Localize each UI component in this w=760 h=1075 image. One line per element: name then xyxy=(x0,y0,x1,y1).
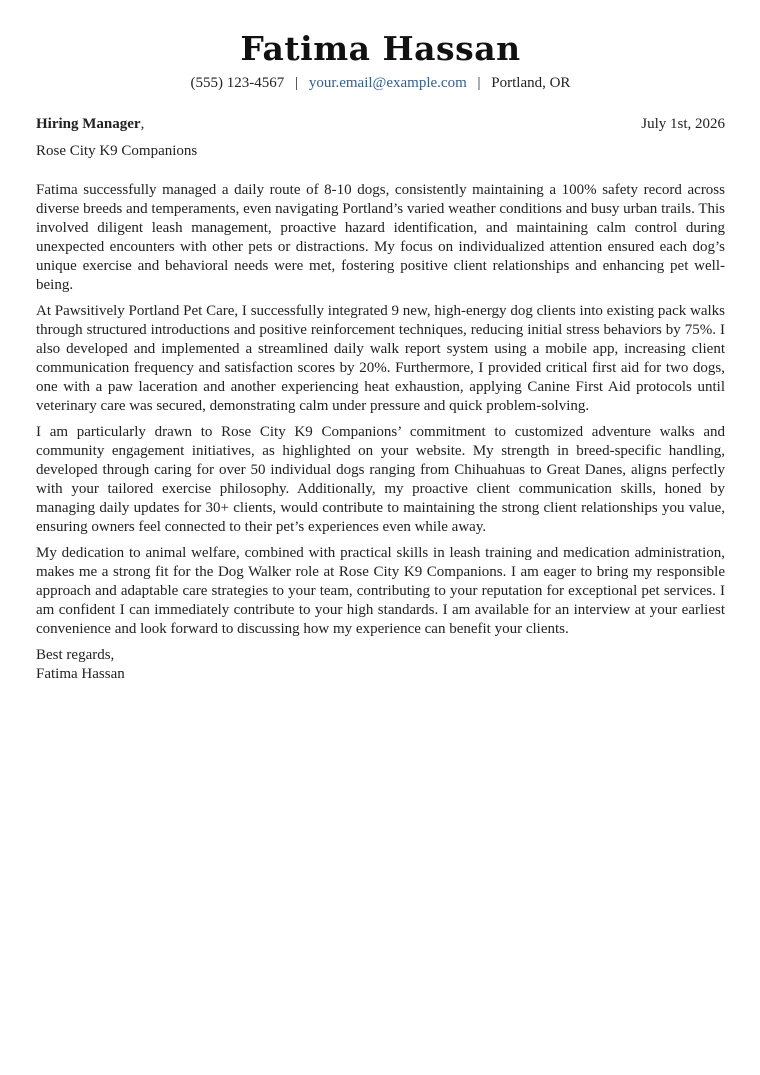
contact-separator: | xyxy=(295,75,299,91)
closing-signature: Fatima Hassan xyxy=(36,666,125,682)
body-paragraph: My dedication to animal welfare, combined with practical skills in leash training and medication administration, makes me a strong fit for the Dog Walker role at Rose City K9 Companions. I am eager to bring my responsible approach and adaptable care strategies to your team, contributing to your reputation for exceptional pet services. I am confident I can immediately contribute to your high standards. I am available for an interview at your earliest convenience and look forward to discussing how my experience can benefit your clients. xyxy=(36,545,725,637)
recipient-title-comma: , xyxy=(140,116,145,132)
phone-number: (555) 123-4567 xyxy=(190,75,285,91)
contact-line xyxy=(36,73,725,93)
applicant-name: Fatima Hassan xyxy=(240,29,521,68)
location: Portland, OR xyxy=(491,75,571,91)
cover-letter xyxy=(36,28,725,684)
recipient-date-row xyxy=(36,114,725,134)
contact-separator: | xyxy=(477,75,481,91)
body-paragraph: I am particularly drawn to Rose City K9 Companions’ commitment to customized adventure walks and community engagement initiatives, as highlighted on your website. My strength in breed-specific handling, developed through caring for over 50 individual dogs ranging from Chihuahuas to Great Danes, aligns perfectly with your tailored exercise philosophy. Additionally, my proactive client communication skills, honed by managing daily updates for 30+ clients, would contribute to maintaining the strong client relationships you value, ensuring owners feel connected to their pet’s experiences even while away. xyxy=(36,424,725,535)
recipient-title-text: Hiring Manager xyxy=(36,116,141,132)
letter-date: July 1st, 2026 xyxy=(641,116,725,132)
closing-block xyxy=(36,646,725,684)
email-link[interactable]: your.email@example.com xyxy=(308,75,467,91)
body-paragraph: Fatima successfully managed a daily route of 8-10 dogs, consistently maintaining a 100% safety record across diverse breeds and temperaments, even navigating Portland’s varied weather conditions and busy urban trails. This involved diligent leash management, proactive hazard identification, and maintaining calm control during unexpected encounters with other pets or distractions. My focus on individualized attention ensured each dog’s unique exercise and behavioral needs were met, fostering positive client relationships and enhancing pet well-being. xyxy=(36,182,725,293)
closing-salutation: Best regards, xyxy=(36,647,115,663)
body-paragraph: At Pawsitively Portland Pet Care, I successfully integrated 9 new, high-energy dog clients into existing pack walks through structured introductions and positive reinforcement techniques, reducing initial stress behaviors by 75%. I also developed and implemented a streamlined daily walk report system using a mobile app, increasing client communication frequency and satisfaction scores by 20%. Furthermore, I provided critical first aid for two dogs, one with a paw laceration and another experiencing heat exhaustion, applying Canine First Aid protocols until veterinary care was secured, demonstrating calm under pressure and quick problem-solving. xyxy=(36,303,725,414)
letter-body xyxy=(36,181,725,639)
recipient-company: Rose City K9 Companions xyxy=(36,143,198,159)
recipient-title xyxy=(36,114,144,134)
